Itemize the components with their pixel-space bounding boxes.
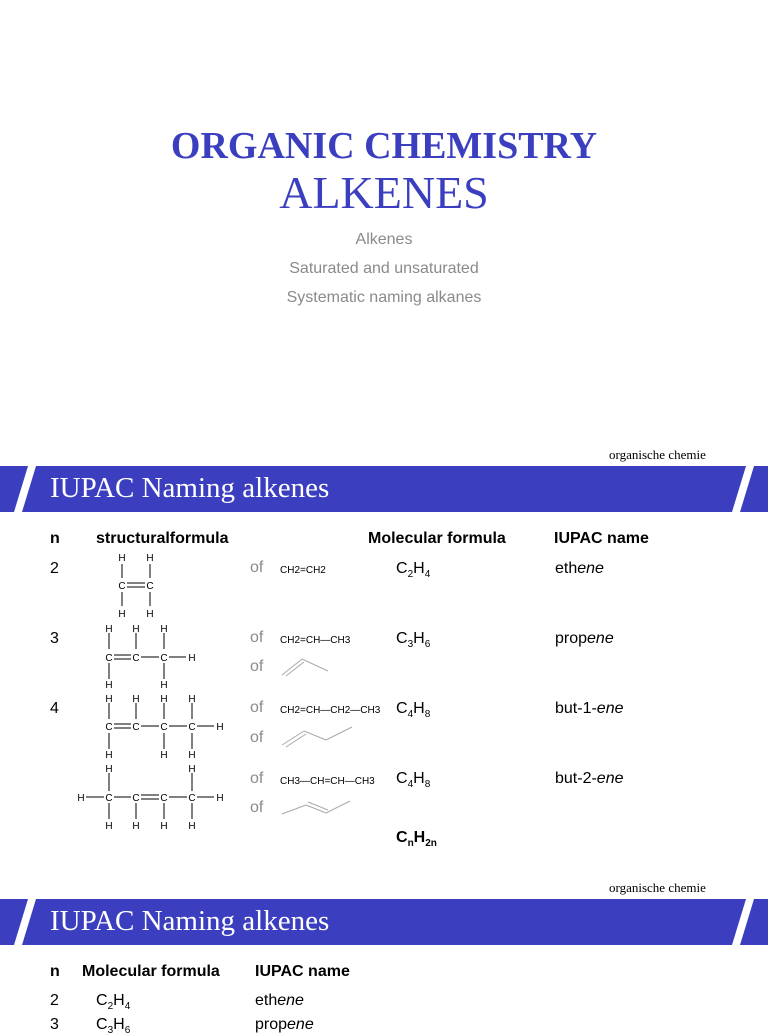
topic-item: Saturated and unsaturated xyxy=(289,260,479,277)
slide-footer-label: organische chemie xyxy=(609,447,706,462)
svg-text:C: C xyxy=(118,581,126,592)
col-header-n: n xyxy=(50,963,60,980)
svg-text:H: H xyxy=(160,750,168,761)
svg-text:H: H xyxy=(188,694,196,705)
condensed-formula: CH2=CH—CH2—CH3 xyxy=(280,705,381,716)
svg-text:H: H xyxy=(160,680,168,691)
svg-text:H: H xyxy=(188,653,196,664)
molecular-formula: $C_2H_4$ xyxy=(96,992,131,1013)
svg-text:H: H xyxy=(160,821,168,832)
svg-text:H: H xyxy=(77,793,85,804)
svg-text:C: C xyxy=(105,722,113,733)
topic-item: Alkenes xyxy=(355,231,413,248)
slide-subtitle: ALKENES xyxy=(279,167,489,218)
col-header-iupac: IUPAC name xyxy=(255,963,350,980)
svg-text:C: C xyxy=(188,793,196,804)
svg-text:C: C xyxy=(188,722,196,733)
col-header-structural: structuralformula xyxy=(96,530,229,547)
svg-text:H: H xyxy=(118,609,126,620)
skeletal-formulas xyxy=(280,655,360,820)
or-label: of xyxy=(250,770,264,787)
svg-text:H: H xyxy=(160,694,168,705)
svg-text:C: C xyxy=(160,653,168,664)
or-label: of xyxy=(250,799,264,816)
condensed-formula: CH2=CH—CH3 xyxy=(280,635,351,646)
svg-text:C: C xyxy=(105,653,113,664)
svg-text:H: H xyxy=(188,821,196,832)
col-header-molecular: Molecular formula xyxy=(368,530,506,547)
iupac-name: ethene xyxy=(255,992,304,1009)
svg-text:H: H xyxy=(216,722,224,733)
condensed-formula: CH2=CH2 xyxy=(280,565,326,576)
iupac-name: but-1-ene xyxy=(555,700,624,717)
svg-text:H: H xyxy=(105,694,113,705)
col-header-molecular: Molecular formula xyxy=(82,963,220,980)
row-n: 3 xyxy=(50,630,59,647)
svg-text:H: H xyxy=(105,624,113,635)
or-label: of xyxy=(250,729,264,746)
svg-text:H: H xyxy=(132,821,140,832)
col-header-iupac: IUPAC name xyxy=(554,530,649,547)
or-label: of xyxy=(250,658,264,675)
slide-footer-label: organische chemie xyxy=(609,880,706,895)
svg-text:C: C xyxy=(160,793,168,804)
iupac-name: propene xyxy=(555,630,614,647)
or-label: of xyxy=(250,699,264,716)
iupac-name: but-2-ene xyxy=(555,770,624,787)
svg-text:H: H xyxy=(146,553,154,564)
molecular-formula: $C_3H_6$ xyxy=(396,630,431,651)
condensed-formula: CH3—CH=CH—CH3 xyxy=(280,776,375,787)
svg-text:C: C xyxy=(132,722,140,733)
general-formula: $C_nH_{2n}$ xyxy=(396,829,437,850)
svg-text:H: H xyxy=(188,750,196,761)
svg-text:H: H xyxy=(188,764,196,775)
or-label: of xyxy=(250,629,264,646)
molecular-formula: $C_2H_4$ xyxy=(396,560,431,581)
svg-text:C: C xyxy=(105,793,113,804)
row-n: 4 xyxy=(50,700,59,717)
svg-text:H: H xyxy=(118,553,126,564)
topic-item: Systematic naming alkanes xyxy=(286,289,482,306)
molecular-formula: $C_4H_8$ xyxy=(396,770,431,791)
row-n: 2 xyxy=(50,560,59,577)
svg-text:C: C xyxy=(132,653,140,664)
structural-formulas xyxy=(70,548,240,838)
section-heading: IUPAC Naming alkenes xyxy=(50,472,330,504)
svg-text:H: H xyxy=(105,680,113,691)
svg-text:H: H xyxy=(146,609,154,620)
slide-title: ORGANIC CHEMISTRY xyxy=(170,125,598,167)
svg-text:C: C xyxy=(146,581,154,592)
svg-text:H: H xyxy=(132,624,140,635)
svg-text:H: H xyxy=(216,793,224,804)
or-label: of xyxy=(250,559,264,576)
molecular-formula: $C_3H_6$ xyxy=(96,1016,131,1036)
molecular-formula: $C_4H_8$ xyxy=(396,700,431,721)
row-n: 2 xyxy=(50,992,59,1009)
svg-text:H: H xyxy=(160,624,168,635)
svg-text:C: C xyxy=(160,722,168,733)
iupac-name: propene xyxy=(255,1016,314,1033)
svg-text:C: C xyxy=(132,793,140,804)
svg-text:H: H xyxy=(105,750,113,761)
svg-text:H: H xyxy=(105,764,113,775)
svg-text:H: H xyxy=(132,694,140,705)
col-header-n: n xyxy=(50,530,60,547)
svg-text:H: H xyxy=(105,821,113,832)
iupac-name: ethene xyxy=(555,560,604,577)
section-heading: IUPAC Naming alkenes xyxy=(50,905,330,937)
row-n: 3 xyxy=(50,1016,59,1033)
